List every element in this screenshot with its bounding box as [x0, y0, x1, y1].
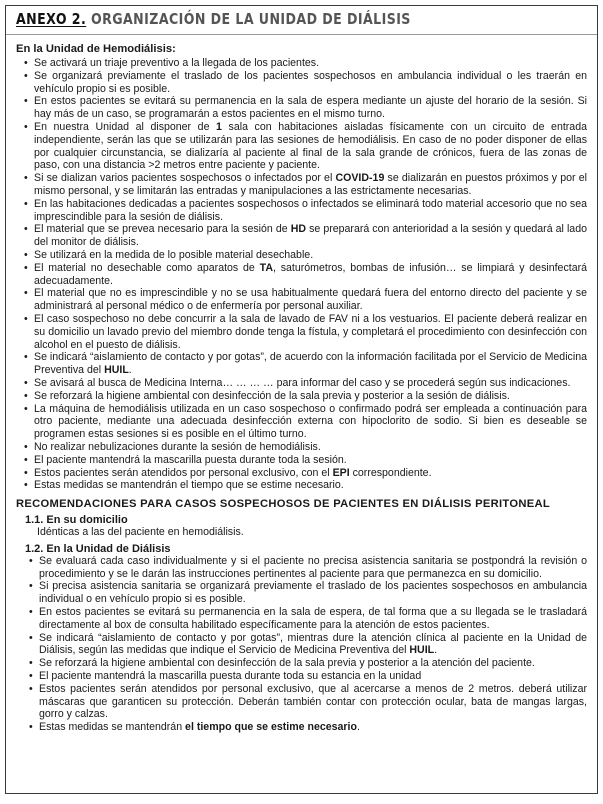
item-text: El material que se prevea necesario para la sesión de	[34, 223, 291, 236]
peritoneal-unit-list	[25, 555, 587, 734]
emphasis-text: EPI	[332, 466, 350, 479]
list-item	[16, 223, 587, 249]
list-item	[16, 57, 587, 70]
subsection-unit	[25, 543, 587, 734]
list-item	[16, 198, 587, 224]
list-item	[25, 683, 587, 721]
item-text: , saturómetros, bombas de infusión… se limpiará y desinfectará adecuadamente.	[34, 261, 588, 287]
document-page	[5, 5, 598, 794]
list-item	[16, 377, 587, 390]
subsection-home	[25, 514, 587, 539]
item-text: se dializarán en puestos próximos y por el mismo personal, y se limitarán las entradas y manipulaciones a las estrictamente necesarias.	[34, 172, 587, 197]
item-text: Se indicará “aislamiento de contacto y por gotas”, de acuerdo con la información facilitada por el Servicio de Medicina Preventiva del	[34, 351, 587, 377]
list-item	[16, 479, 587, 492]
list-item	[25, 580, 587, 606]
item-text: Se reforzará la higiene ambiental con desinfección de la sala previa y posterior a la sesión de diálisis.	[34, 389, 510, 402]
item-text: Se utilizará en la medida de lo posible material desechable.	[34, 248, 314, 261]
item-text: .	[356, 721, 360, 734]
item-text: .	[434, 644, 438, 657]
item-text: Si precisa asistencia sanitaria se organizará previamente el traslado de los pacientes sospechosos en ambulancia individual o en vehículo propio si es posible.	[39, 580, 587, 606]
item-text: El material no desechable como aparatos de	[34, 261, 260, 274]
emphasis-text: TA	[259, 261, 273, 274]
list-item	[16, 121, 587, 172]
item-text: se preparará con anterioridad a la sesión y quedará al lado del monitor de diálisis.	[34, 223, 587, 249]
subsection-home-text: Idénticas a las del paciente en hemodiálisis.	[37, 526, 244, 539]
item-text: Estos pacientes serán atendidos por personal exclusivo, con el	[34, 466, 333, 479]
list-item	[25, 657, 587, 670]
list-item	[16, 172, 587, 198]
item-text: En estos pacientes se evitará su permanencia en la sala de espera, de tal forma que a su llegada se le trasladará directamente al box de consulta habilitado específicamente para la atención de estos pacientes.	[39, 606, 587, 631]
title-bar	[6, 10, 597, 35]
emphasis-text: HUIL	[409, 644, 435, 657]
item-text: El caso sospechoso no debe concurrir a la sala de lavado de FAV ni a los vestuarios. El paciente deberá realizar en su domicilio un lavado previo del miembro donde tenga la fístula, y completará el procedimiento con desinfección con alcohol en el puesto de diálisis.	[34, 312, 587, 351]
page-title	[16, 10, 504, 28]
hemodialysis-list	[16, 57, 587, 492]
emphasis-text: 1	[216, 120, 222, 133]
item-text: En estos pacientes se evitará su permanencia en la sala de espera mediante un ajuste del horario de la sesión. Si hay más de un caso, se programarán a estos pacientes en el mismo turno.	[34, 95, 587, 121]
item-text: Se avisará al busca de Medicina Interna… … … … para informar del caso y se procederá según sus indicaciones.	[34, 376, 571, 389]
list-item	[16, 70, 587, 96]
list-item	[16, 262, 587, 288]
subsection-unit-heading: 1.2. En la Unidad de Diálisis	[25, 542, 171, 555]
item-text: El material que no es imprescindible y no se usa habitualmente quedará fuera del entorno directo del paciente y se administrará al personal médico o de enfermería por personal auxiliar.	[34, 287, 587, 313]
item-text: El paciente mantendrá la mascarilla puesta durante toda su estancia en la unidad	[39, 670, 422, 683]
item-text: En nuestra Unidad al disponer de	[34, 120, 217, 133]
item-text: Si se dializan varios pacientes sospechosos o infectados por el	[34, 172, 336, 185]
list-item	[16, 390, 587, 403]
item-text: El paciente mantendrá la mascarilla puesta durante toda la sesión.	[34, 453, 347, 466]
item-text: La máquina de hemodiálisis utilizada en un caso sospechoso o confirmado podrá ser empleada a continuación para otro paciente, mediante una adecuada desinfección externa con hipoclorito de sodio. Si bien es deseable se programen estas sesiones si es posible en el último turno.	[34, 402, 587, 441]
item-text: sala con habitaciones aisladas físicamente con un circuito de entrada independiente, serán las que se utilizarán para las sesiones de hemodiálisis. En caso de no poder disponer de ellas por cualquier circunstancia, se dializaría al paciente al final de la sala grande de crónicos, fuera de las zonas de paso, con una distancia >2 metros entre paciente y paciente.	[34, 120, 587, 172]
list-item	[25, 670, 587, 683]
list-item	[16, 95, 587, 121]
list-item	[16, 351, 587, 377]
emphasis-text: HD	[290, 223, 307, 236]
list-item	[25, 632, 587, 658]
list-item	[25, 606, 587, 632]
list-item	[16, 467, 587, 480]
list-item	[25, 555, 587, 581]
subsection-home-heading: 1.1. En su domicilio	[25, 514, 128, 527]
list-item	[16, 454, 587, 467]
item-text: Estas medidas se mantendrán el tiempo que se estime necesario.	[34, 479, 344, 492]
list-item	[16, 249, 587, 262]
emphasis-text: HUIL	[104, 364, 129, 377]
list-item	[16, 287, 587, 313]
item-text: Se indicará “aislamiento de contacto y por gotas”, mientras dure la atención clínica al paciente en la Unidad de Diálisis, según las medidas que indique el Servicio de Medicina Preventiva del	[39, 631, 587, 657]
hemodialysis-heading: En la Unidad de Hemodiálisis:	[16, 43, 176, 55]
item-text: Se evaluará cada caso individualmente y si el paciente no precisa asistencia sanitaria se postpondrá la revisión o procedimiento y se le darán las instrucciones pertinentes al paciente para que permanezca en su domicilio.	[39, 554, 587, 580]
emphasis-text: COVID-19	[335, 172, 385, 185]
item-text: .	[128, 364, 132, 377]
list-item	[16, 313, 587, 351]
item-text: Estas medidas se mantendrán	[39, 721, 186, 734]
item-text: En las habitaciones dedicadas a pacientes sospechosos o infectados se eliminará todo material accesorio que no sea imprescindible para la sesión de diálisis.	[34, 197, 587, 223]
item-text: Se organizará previamente el traslado de los pacientes sospechosos en ambulancia individual o les traerán en vehículo propio si es posible.	[34, 69, 587, 95]
list-item	[16, 441, 587, 454]
item-text: Estos pacientes serán atendidos por personal exclusivo, que al acercarse a menos de 2 metros. deberá utilizar máscaras que garanticen su protección. Deberán también contar con protección ocular, bata de mangas largas, gorro y calzas.	[39, 682, 587, 721]
list-item	[25, 721, 587, 734]
item-text: Se reforzará la higiene ambiental con desinfección de la sala previa y posterior a la atención del paciente.	[39, 657, 535, 670]
item-text: Se activará un triaje preventivo a la llegada de los pacientes.	[34, 57, 320, 69]
list-item	[16, 403, 587, 441]
annex-title: ORGANIZACIÓN DE LA UNIDAD DE DIÁLISIS	[86, 10, 411, 28]
emphasis-text: el tiempo que se estime necesario	[185, 721, 357, 734]
peritoneal-heading: RECOMENDACIONES PARA CASOS SOSPECHOSOS DE PACIENTES EN DIÁLISIS PERITONEAL	[16, 498, 550, 511]
annex-label: ANEXO 2.	[16, 10, 87, 28]
item-text: No realizar nebulizaciones durante la sesión de hemodiálisis.	[34, 440, 321, 453]
item-text: correspondiente.	[349, 466, 432, 479]
